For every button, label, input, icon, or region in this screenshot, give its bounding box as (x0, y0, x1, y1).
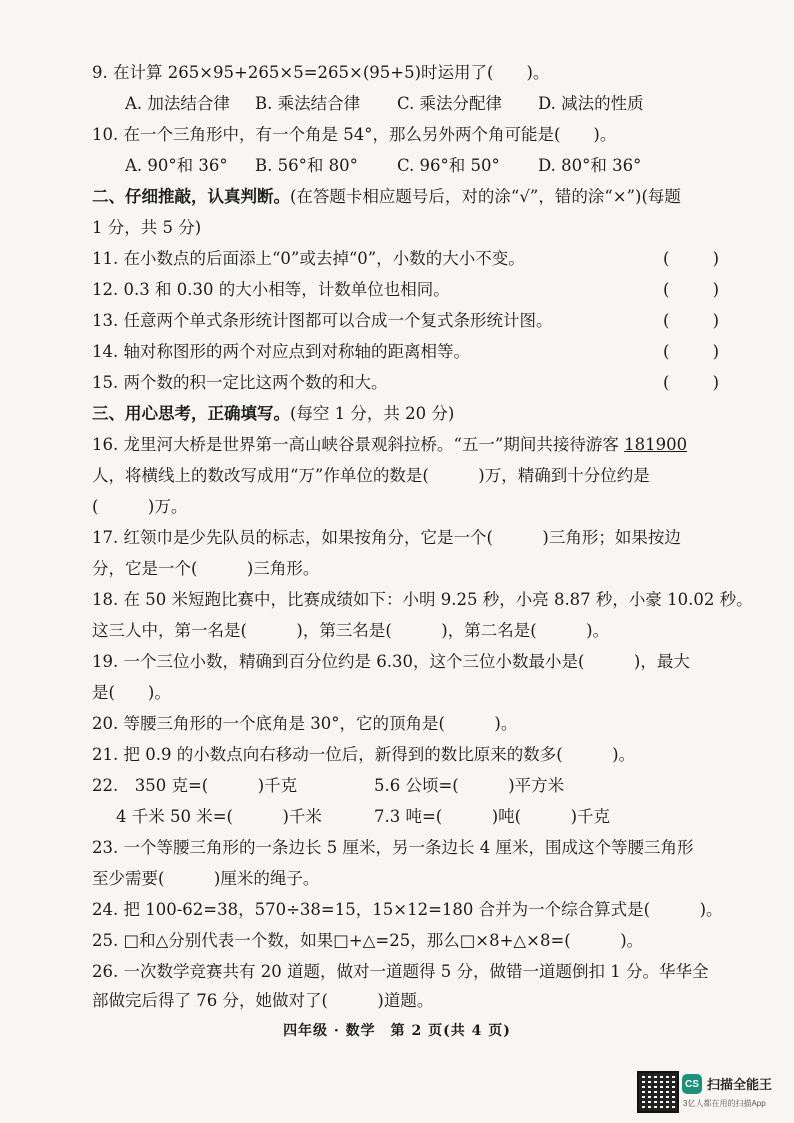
q15-text: 15. 两个数的积一定比这两个数的和大。 (92, 373, 388, 392)
camscanner-name: 扫描全能王 (707, 1077, 773, 1092)
q16-line1 (92, 434, 732, 456)
q19-line1: 19. 一个三位小数，精确到百分位约是 6.30，这个三位小数最小是( )，最大 (92, 652, 690, 671)
section2-note: (在答题卡相应题号后，对的涂“√”，错的涂“×”)(每题 (290, 187, 681, 206)
q22-item-b: 5.6 公顷=( )平方米 (374, 776, 565, 795)
q9-option-c: C. 乘法分配律 (397, 94, 503, 113)
q17-line2: 分，它是一个( )三角形。 (92, 559, 320, 578)
section3-note: (每空 1 分，共 20 分) (290, 404, 455, 423)
q22-item-d: 7.3 吨=( )吨( )千克 (374, 807, 611, 826)
q11-answer-paren[interactable]: ( ) (663, 249, 719, 268)
q9-option-a: A. 加法结合律 (125, 94, 230, 113)
q10-option-d: D. 80°和 36° (538, 156, 642, 175)
qr-code-icon (637, 1071, 679, 1113)
q10-option-b: B. 56°和 80° (255, 156, 358, 175)
q16-line2: 人，将横线上的数改写成用“万”作单位的数是( )万，精确到十分位约是 (92, 466, 650, 485)
section3-heading (92, 403, 732, 425)
camscanner-logo-icon: CS (682, 1074, 702, 1094)
q9-option-b: B. 乘法结合律 (255, 94, 361, 113)
q13-text: 13. 任意两个单式条形统计图都可以合成一个复式条形统计图。 (92, 311, 553, 330)
section3-title: 三、用心思考，正确填写。 (92, 404, 290, 423)
q20-text: 20. 等腰三角形的一个底角是 30°，它的顶角是( )。 (92, 714, 518, 733)
q19-line2: 是( )。 (92, 683, 171, 702)
camscanner-tagline: 3亿人都在用的扫描App (683, 1099, 766, 1108)
q26-line1: 26. 一次数学竞赛共有 20 道题，做对一道题得 5 分，做错一道题倒扣 1 分。华华全 (92, 962, 709, 981)
q14-text: 14. 轴对称图形的两个对应点到对称轴的距离相等。 (92, 342, 470, 361)
q22-item-a: 22. 350 克=( )千克 (92, 776, 298, 795)
q12-answer-paren[interactable]: ( ) (663, 280, 719, 299)
section2-title: 二、仔细推敲，认真判断。 (92, 187, 290, 206)
section2-note-cont: 1 分，共 5 分) (92, 218, 202, 237)
q14-answer-paren[interactable]: ( ) (663, 342, 719, 361)
q12-text: 12. 0.3 和 0.30 的大小相等，计数单位也相同。 (92, 280, 450, 299)
q17-line1: 17. 红领巾是少先队员的标志，如果按角分，它是一个( )三角形；如果按边 (92, 528, 681, 547)
q26-line2: 部做完后得了 76 分，她做对了( )道题。 (92, 991, 434, 1010)
q22-item-c: 4 千米 50 米=( )千米 (116, 807, 322, 826)
q21-text: 21. 把 0.9 的小数点向右移动一位后，新得到的数比原来的数多( )。 (92, 745, 636, 764)
q25-text: 25. □和△分别代表一个数，如果□+△=25，那么□×8+△×8=( )。 (92, 931, 644, 950)
q18-line1: 18. 在 50 米短跑比赛中，比赛成绩如下：小明 9.25 秒，小亮 8.87 秒，小豪 10.02 秒。 (92, 590, 753, 609)
q18-line2: 这三人中，第一名是( )，第三名是( )，第二名是( )。 (92, 621, 610, 640)
q23-line2: 至少需要( )厘米的绳子。 (92, 869, 320, 888)
q23-line1: 23. 一个等腰三角形的一条边长 5 厘米，另一条边长 4 厘米，围成这个等腰三角形 (92, 838, 694, 857)
q16-underlined-number: 181900 (624, 435, 688, 454)
section2-heading (92, 186, 732, 208)
q9-option-d: D. 减法的性质 (538, 94, 644, 113)
q15-answer-paren[interactable]: ( ) (663, 373, 719, 392)
page-footer: 四年级 · 数学 第 2 页(共 4 页) (283, 1023, 511, 1039)
q10-option-a: A. 90°和 36° (125, 156, 228, 175)
q9-stem: 9. 在计算 265×95+265×5=265×(95+5)时运用了( )。 (92, 63, 550, 82)
q11-text: 11. 在小数点的后面添上“0”或去掉“0”，小数的大小不变。 (92, 249, 525, 268)
q16-line3: ( )万。 (92, 497, 188, 516)
q24-text: 24. 把 100-62=38，570÷38=15，15×12=180 合并为一个综合算式是( )。 (92, 900, 723, 919)
q13-answer-paren[interactable]: ( ) (663, 311, 719, 330)
q10-stem: 10. 在一个三角形中，有一个角是 54°，那么另外两个角可能是( )。 (92, 125, 617, 144)
q10-option-c: C. 96°和 50° (397, 156, 500, 175)
q16-text: 16. 龙里河大桥是世界第一高山峡谷景观斜拉桥。“五一”期间共接待游客 (92, 435, 625, 454)
